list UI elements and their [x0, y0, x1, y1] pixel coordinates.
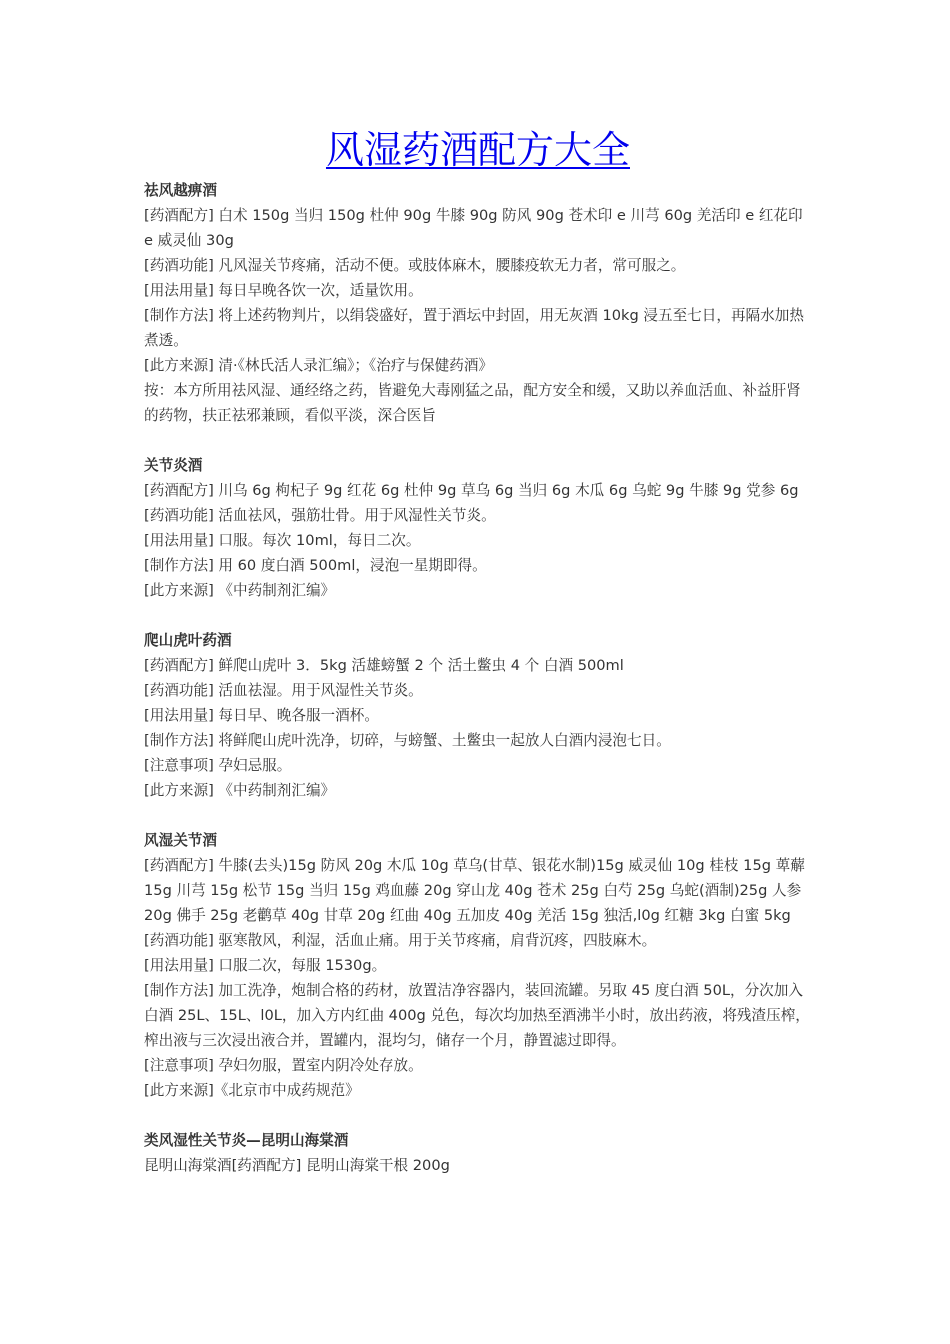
recipe-line: [药酒配方] 牛膝(去头)15g 防风 20g 木瓜 10g 草乌(甘草、银花水制)15g 威灵仙 10g 桂枝 15g 萆薢 15g 川芎 15g 松节 15g 当归 15g 鸡血藤 20g 穿山龙 40g 苍术 25g 白芍 25g 乌蛇(酒制)25g 人参 20g 佛手 25g 老鹳草 40g 甘草 20g 红曲 40g 五加皮 40g 羌活 15g 独活,l0g 红糖 3kg 白蜜 5kg [144, 857, 805, 924]
recipe-line: [此方来源]《北京市中成药规范》 [144, 1082, 360, 1099]
recipe-section-3 [144, 628, 812, 803]
recipe-line: [药酒配方] 川乌 6g 枸杞子 9g 红花 6g 杜仲 9g 草乌 6g 当归 6g 木瓜 6g 乌蛇 9g 牛膝 9g 党参 6g [144, 482, 799, 499]
recipe-line: [药酒功能] 活血祛风，强筋壮骨。用于风湿性关节炎。 [144, 507, 496, 524]
recipe-section-5 [144, 1128, 812, 1178]
recipe-line: [制作方法] 将上述药物判片，以绢袋盛好，置于酒坛中封固，用无灰酒 10kg 浸五至七日，再隔水加热煮透。 [144, 307, 804, 349]
recipe-line: [药酒功能] 活血祛湿。用于风湿性关节炎。 [144, 682, 423, 699]
recipe-heading: 祛风越痹酒 [144, 182, 217, 199]
recipe-line: [注意事项] 孕妇忌服。 [144, 757, 292, 774]
recipe-section-4 [144, 828, 812, 1103]
recipe-line: [药酒功能] 凡风湿关节疼痛，活动不便。或肢体麻木，腰膝疫软无力者，常可服之。 [144, 257, 686, 274]
recipe-line: [制作方法] 将鲜爬山虎叶洗净，切碎，与螃蟹、土鳖虫一起放人白酒内浸泡七日。 [144, 732, 671, 749]
recipe-heading: 风湿关节酒 [144, 832, 217, 849]
document-page [144, 120, 812, 1178]
recipe-line: [用法用量] 每日早晚各饮一次，适量饮用。 [144, 282, 423, 299]
recipe-line: [用法用量] 每日早、晚各服一酒杯。 [144, 707, 379, 724]
recipe-section-1 [144, 178, 812, 428]
recipe-line: [此方来源] 《中药制剂汇编》 [144, 782, 336, 799]
recipe-line: 昆明山海棠酒[药酒配方] 昆明山海棠干根 200g [144, 1157, 450, 1174]
recipe-line: [制作方法] 加工洗净，炮制合格的药材，放置洁净容器内，装回流罐。另取 45 度白酒 50L，分次加入白酒 25L、15L、l0L，加入方内红曲 400g 兑色，每次均加热至酒沸半小时，放出药液，将残渣压榨，榨出液与三次浸出液合并，置罐内，混均匀，储存一个月，静置滤过即得。 [144, 982, 810, 1049]
recipe-line: [制作方法] 用 60 度白酒 500ml，浸泡一星期即得。 [144, 557, 487, 574]
recipe-line: [用法用量] 口服二次，每服 1530g。 [144, 957, 387, 974]
recipe-heading: 关节炎酒 [144, 457, 203, 474]
recipe-line: [注意事项] 孕妇勿服，置室内阴冷处存放。 [144, 1057, 423, 1074]
recipe-line: [此方来源] 清·《林氏活人录汇编》；《治疗与保健药酒》 [144, 357, 494, 374]
recipe-line: [用法用量] 口服。每次 10ml，每日二次。 [144, 532, 421, 549]
recipe-line: 按：本方所用祛风湿、通经络之药，皆避免大毒刚猛之品，配方安全和缓，又助以养血活血、补益肝肾的药物，扶正祛邪兼顾，看似平淡，深合医旨 [144, 382, 801, 424]
recipe-section-2 [144, 453, 812, 603]
recipe-heading: 爬山虎叶药酒 [144, 632, 232, 649]
recipe-line: [药酒配方] 白术 150g 当归 150g 杜仲 90g 牛膝 90g 防风 90g 苍术印 e 川芎 60g 羌活印 e 红花印 e 威灵仙 30g [144, 207, 803, 249]
recipe-line: [药酒配方] 鲜爬山虎叶 3．5kg 活雄螃蟹 2 个 活土鳖虫 4 个 白酒 500ml [144, 657, 624, 674]
document-title-link[interactable]: 风湿药酒配方大全 [325, 128, 630, 172]
recipe-line: [药酒功能] 驱寒散风，利湿，活血止痛。用于关节疼痛，肩背沉疼，四肢麻木。 [144, 932, 657, 949]
recipe-line: [此方来源] 《中药制剂汇编》 [144, 582, 336, 599]
recipe-heading: 类风湿性关节炎—昆明山海棠酒 [144, 1132, 349, 1149]
